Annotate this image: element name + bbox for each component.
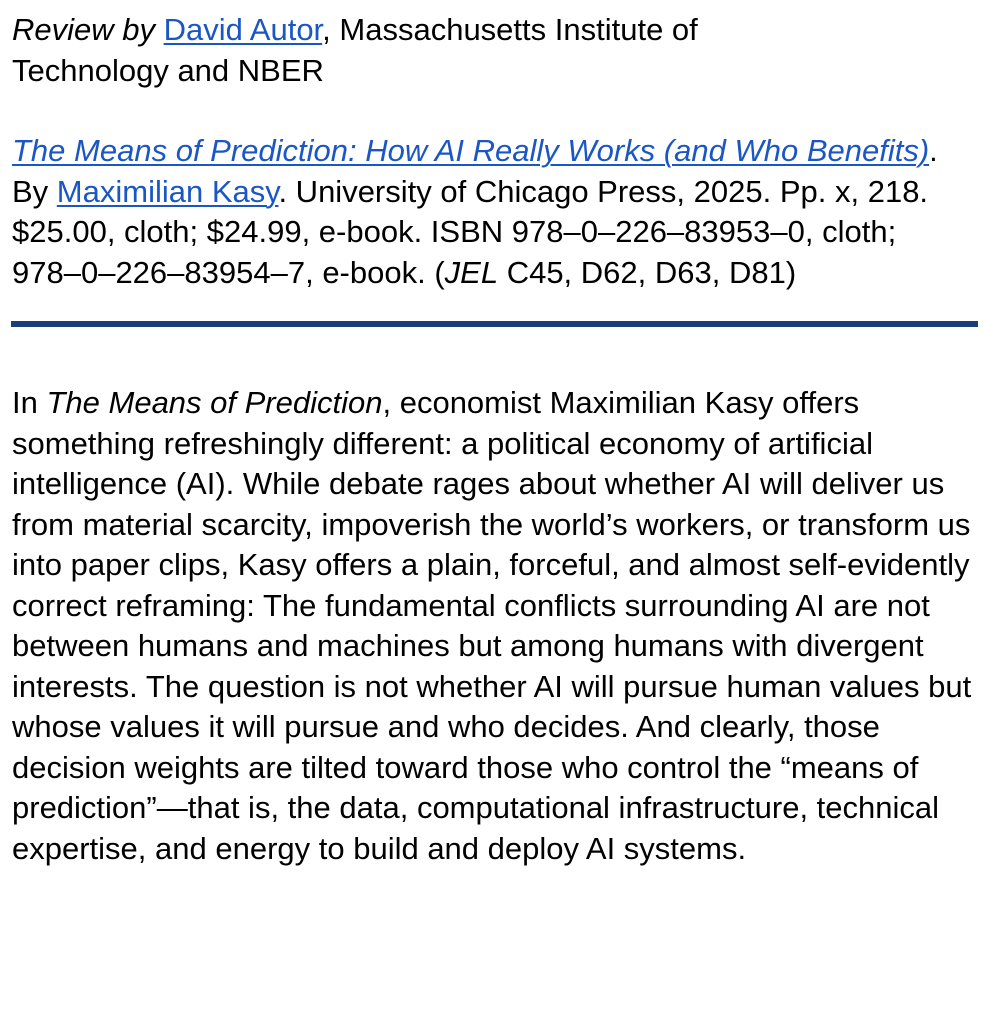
- publisher-details: . University of Chicago Press, 2025. Pp. x, 218. $25.00, cloth; $24.99, e-book. ISBN 978–0–226–83953–0, cloth; 978–0–226–83954–7, e-book. (: [12, 173, 929, 290]
- section-divider: [11, 321, 978, 327]
- jel-codes: C45, D62, D63, D81): [498, 254, 797, 290]
- reviewer-line: [12, 10, 973, 91]
- by-text: . By: [12, 133, 938, 209]
- book-title-inline: The Means of Prediction: [46, 385, 383, 420]
- review-paragraph: [12, 383, 977, 869]
- book-title-link[interactable]: [12, 133, 929, 168]
- reviewer-affiliation: , Massachusetts Institute of: [322, 12, 698, 47]
- review-by-label: Review by: [12, 12, 155, 47]
- review-body: , economist Maximilian Kasy offers something refreshingly different: a political economy of artificial intelligence (AI). While debate rages about whether AI will deliver us from material scarcity, impoverish the world’s workers, or transform us into paper clips, Kasy offers a plain, forceful, and almost self-evidently correct reframing: The fundamental conflicts surrounding AI are not between humans and machines but among humans with divergent interests. The question is not whether AI will pursue human values but whose values it will pursue and who decides. And clearly, those decision weights are tilted toward those who control the “means of prediction”—that is, the data, computational infrastructure, technical expertise, and energy to build and deploy AI systems.: [12, 385, 972, 866]
- book-citation: [12, 131, 973, 293]
- reviewer-name-link[interactable]: David Autor: [163, 12, 323, 47]
- reviewer-affiliation-cont: Technology and NBER: [12, 52, 324, 88]
- book-author-link[interactable]: Maximilian Kasy: [56, 173, 279, 209]
- intro-word: In: [12, 385, 47, 420]
- jel-label: JEL: [444, 254, 499, 290]
- book-title: The Means of Prediction: How AI Really Works (and Who Benefits): [12, 133, 930, 168]
